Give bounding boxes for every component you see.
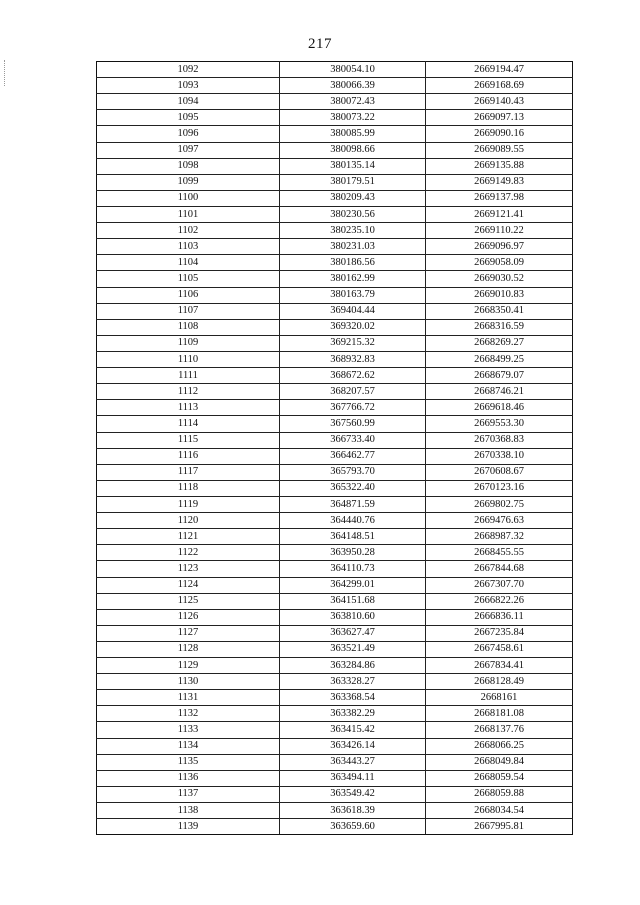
table-row (97, 287, 573, 303)
table-row (97, 577, 573, 593)
point-number-cell: 1135 (97, 754, 280, 770)
y-coordinate-cell: 2668987.32 (426, 529, 573, 545)
point-number-cell: 1115 (97, 432, 280, 448)
point-number-cell: 1130 (97, 674, 280, 690)
table-row (97, 561, 573, 577)
x-coordinate-cell: 363618.39 (280, 803, 426, 819)
x-coordinate-cell: 364440.76 (280, 513, 426, 529)
y-coordinate-cell: 2666836.11 (426, 609, 573, 625)
x-coordinate-cell: 369215.32 (280, 335, 426, 351)
table-row (97, 255, 573, 271)
x-coordinate-cell: 364110.73 (280, 561, 426, 577)
x-coordinate-cell: 364871.59 (280, 496, 426, 512)
point-number-cell: 1117 (97, 464, 280, 480)
x-coordinate-cell: 366733.40 (280, 432, 426, 448)
point-number-cell: 1118 (97, 480, 280, 496)
point-number-cell: 1138 (97, 803, 280, 819)
x-coordinate-cell: 366462.77 (280, 448, 426, 464)
y-coordinate-cell: 2668350.41 (426, 303, 573, 319)
table-row (97, 206, 573, 222)
x-coordinate-cell: 368932.83 (280, 351, 426, 367)
x-coordinate-cell: 363415.42 (280, 722, 426, 738)
point-number-cell: 1116 (97, 448, 280, 464)
y-coordinate-cell: 2668679.07 (426, 368, 573, 384)
point-number-cell: 1128 (97, 641, 280, 657)
y-coordinate-cell: 2669135.88 (426, 158, 573, 174)
y-coordinate-cell: 2668059.88 (426, 786, 573, 802)
point-number-cell: 1126 (97, 609, 280, 625)
x-coordinate-cell: 363494.11 (280, 770, 426, 786)
table-row (97, 110, 573, 126)
table-row (97, 190, 573, 206)
point-number-cell: 1095 (97, 110, 280, 126)
y-coordinate-cell: 2669089.55 (426, 142, 573, 158)
x-coordinate-cell: 363328.27 (280, 674, 426, 690)
x-coordinate-cell: 380162.99 (280, 271, 426, 287)
point-number-cell: 1108 (97, 319, 280, 335)
table-row (97, 78, 573, 94)
table-row (97, 303, 573, 319)
y-coordinate-cell: 2668316.59 (426, 319, 573, 335)
point-number-cell: 1123 (97, 561, 280, 577)
point-number-cell: 1114 (97, 416, 280, 432)
x-coordinate-cell: 363810.60 (280, 609, 426, 625)
x-coordinate-cell: 363950.28 (280, 545, 426, 561)
x-coordinate-cell: 380085.99 (280, 126, 426, 142)
point-number-cell: 1120 (97, 513, 280, 529)
y-coordinate-cell: 2669097.13 (426, 110, 573, 126)
table-row (97, 335, 573, 351)
table-row (97, 158, 573, 174)
x-coordinate-cell: 363382.29 (280, 706, 426, 722)
table-row (97, 770, 573, 786)
x-coordinate-cell: 380054.10 (280, 62, 426, 78)
y-coordinate-cell: 2668161 (426, 690, 573, 706)
y-coordinate-cell: 2670608.67 (426, 464, 573, 480)
y-coordinate-cell: 2669090.16 (426, 126, 573, 142)
y-coordinate-cell: 2670338.10 (426, 448, 573, 464)
point-number-cell: 1119 (97, 496, 280, 512)
table-row (97, 496, 573, 512)
x-coordinate-cell: 369320.02 (280, 319, 426, 335)
point-number-cell: 1125 (97, 593, 280, 609)
y-coordinate-cell: 2669110.22 (426, 223, 573, 239)
point-number-cell: 1111 (97, 368, 280, 384)
x-coordinate-cell: 365793.70 (280, 464, 426, 480)
x-coordinate-cell: 380179.51 (280, 174, 426, 190)
table-row (97, 351, 573, 367)
point-number-cell: 1127 (97, 625, 280, 641)
page-number: 217 (308, 36, 332, 52)
x-coordinate-cell: 369404.44 (280, 303, 426, 319)
x-coordinate-cell: 363368.54 (280, 690, 426, 706)
point-number-cell: 1105 (97, 271, 280, 287)
point-number-cell: 1121 (97, 529, 280, 545)
table-row (97, 593, 573, 609)
x-coordinate-cell: 363521.49 (280, 641, 426, 657)
y-coordinate-cell: 2667834.41 (426, 658, 573, 674)
table-row (97, 464, 573, 480)
point-number-cell: 1124 (97, 577, 280, 593)
table-row (97, 545, 573, 561)
table-row (97, 448, 573, 464)
table-row (97, 239, 573, 255)
table-row (97, 271, 573, 287)
x-coordinate-cell: 363443.27 (280, 754, 426, 770)
coordinate-table (96, 61, 573, 835)
point-number-cell: 1110 (97, 351, 280, 367)
point-number-cell: 1109 (97, 335, 280, 351)
x-coordinate-cell: 368207.57 (280, 384, 426, 400)
y-coordinate-cell: 2669058.09 (426, 255, 573, 271)
x-coordinate-cell: 380231.03 (280, 239, 426, 255)
y-coordinate-cell: 2669618.46 (426, 400, 573, 416)
table-row (97, 819, 573, 835)
table-row (97, 529, 573, 545)
point-number-cell: 1131 (97, 690, 280, 706)
point-number-cell: 1136 (97, 770, 280, 786)
point-number-cell: 1106 (97, 287, 280, 303)
x-coordinate-cell: 368672.62 (280, 368, 426, 384)
x-coordinate-cell: 363659.60 (280, 819, 426, 835)
table-row (97, 62, 573, 78)
table-row (97, 690, 573, 706)
y-coordinate-cell: 2669476.63 (426, 513, 573, 529)
point-number-cell: 1104 (97, 255, 280, 271)
x-coordinate-cell: 364151.68 (280, 593, 426, 609)
table-row (97, 142, 573, 158)
x-coordinate-cell: 365322.40 (280, 480, 426, 496)
point-number-cell: 1107 (97, 303, 280, 319)
point-number-cell: 1122 (97, 545, 280, 561)
x-coordinate-cell: 380098.66 (280, 142, 426, 158)
margin-binding-mark (4, 60, 6, 86)
y-coordinate-cell: 2668049.84 (426, 754, 573, 770)
point-number-cell: 1096 (97, 126, 280, 142)
table-row (97, 625, 573, 641)
y-coordinate-cell: 2668269.27 (426, 335, 573, 351)
y-coordinate-cell: 2668455.55 (426, 545, 573, 561)
y-coordinate-cell: 2668499.25 (426, 351, 573, 367)
y-coordinate-cell: 2667844.68 (426, 561, 573, 577)
x-coordinate-cell: 363426.14 (280, 738, 426, 754)
table-row (97, 513, 573, 529)
table-row (97, 641, 573, 657)
x-coordinate-cell: 380163.79 (280, 287, 426, 303)
x-coordinate-cell: 363284.86 (280, 658, 426, 674)
table-row (97, 400, 573, 416)
point-number-cell: 1092 (97, 62, 280, 78)
point-number-cell: 1098 (97, 158, 280, 174)
y-coordinate-cell: 2669168.69 (426, 78, 573, 94)
x-coordinate-cell: 380186.56 (280, 255, 426, 271)
x-coordinate-cell: 380230.56 (280, 206, 426, 222)
table-row (97, 786, 573, 802)
table-row (97, 706, 573, 722)
y-coordinate-cell: 2669096.97 (426, 239, 573, 255)
point-number-cell: 1129 (97, 658, 280, 674)
y-coordinate-cell: 2668034.54 (426, 803, 573, 819)
table-row (97, 126, 573, 142)
table-row (97, 416, 573, 432)
x-coordinate-cell: 367560.99 (280, 416, 426, 432)
y-coordinate-cell: 2668128.49 (426, 674, 573, 690)
y-coordinate-cell: 2666822.26 (426, 593, 573, 609)
x-coordinate-cell: 380066.39 (280, 78, 426, 94)
point-number-cell: 1097 (97, 142, 280, 158)
point-number-cell: 1113 (97, 400, 280, 416)
table-row (97, 319, 573, 335)
y-coordinate-cell: 2669010.83 (426, 287, 573, 303)
y-coordinate-cell: 2670368.83 (426, 432, 573, 448)
table-row (97, 803, 573, 819)
table-row (97, 658, 573, 674)
y-coordinate-cell: 2670123.16 (426, 480, 573, 496)
y-coordinate-cell: 2669137.98 (426, 190, 573, 206)
y-coordinate-cell: 2669140.43 (426, 94, 573, 110)
table-row (97, 722, 573, 738)
point-number-cell: 1132 (97, 706, 280, 722)
table-row (97, 609, 573, 625)
y-coordinate-cell: 2668137.76 (426, 722, 573, 738)
point-number-cell: 1103 (97, 239, 280, 255)
table-row (97, 223, 573, 239)
table-row (97, 174, 573, 190)
x-coordinate-cell: 380135.14 (280, 158, 426, 174)
point-number-cell: 1101 (97, 206, 280, 222)
table-row (97, 738, 573, 754)
x-coordinate-cell: 363627.47 (280, 625, 426, 641)
table-row (97, 368, 573, 384)
point-number-cell: 1099 (97, 174, 280, 190)
point-number-cell: 1112 (97, 384, 280, 400)
table-row (97, 480, 573, 496)
y-coordinate-cell: 2668059.54 (426, 770, 573, 786)
x-coordinate-cell: 380072.43 (280, 94, 426, 110)
y-coordinate-cell: 2669121.41 (426, 206, 573, 222)
x-coordinate-cell: 380235.10 (280, 223, 426, 239)
x-coordinate-cell: 364148.51 (280, 529, 426, 545)
point-number-cell: 1133 (97, 722, 280, 738)
point-number-cell: 1134 (97, 738, 280, 754)
table-row (97, 94, 573, 110)
y-coordinate-cell: 2667307.70 (426, 577, 573, 593)
point-number-cell: 1102 (97, 223, 280, 239)
x-coordinate-cell: 367766.72 (280, 400, 426, 416)
table-row (97, 674, 573, 690)
x-coordinate-cell: 380073.22 (280, 110, 426, 126)
x-coordinate-cell: 363549.42 (280, 786, 426, 802)
y-coordinate-cell: 2667235.84 (426, 625, 573, 641)
y-coordinate-cell: 2668066.25 (426, 738, 573, 754)
y-coordinate-cell: 2667995.81 (426, 819, 573, 835)
y-coordinate-cell: 2669030.52 (426, 271, 573, 287)
table-row (97, 432, 573, 448)
y-coordinate-cell: 2668746.21 (426, 384, 573, 400)
x-coordinate-cell: 364299.01 (280, 577, 426, 593)
table-row (97, 754, 573, 770)
point-number-cell: 1137 (97, 786, 280, 802)
table-row (97, 384, 573, 400)
y-coordinate-cell: 2667458.61 (426, 641, 573, 657)
y-coordinate-cell: 2669553.30 (426, 416, 573, 432)
coordinate-table-body (97, 62, 573, 835)
y-coordinate-cell: 2668181.08 (426, 706, 573, 722)
point-number-cell: 1094 (97, 94, 280, 110)
point-number-cell: 1100 (97, 190, 280, 206)
point-number-cell: 1093 (97, 78, 280, 94)
y-coordinate-cell: 2669802.75 (426, 496, 573, 512)
y-coordinate-cell: 2669149.83 (426, 174, 573, 190)
point-number-cell: 1139 (97, 819, 280, 835)
x-coordinate-cell: 380209.43 (280, 190, 426, 206)
y-coordinate-cell: 2669194.47 (426, 62, 573, 78)
